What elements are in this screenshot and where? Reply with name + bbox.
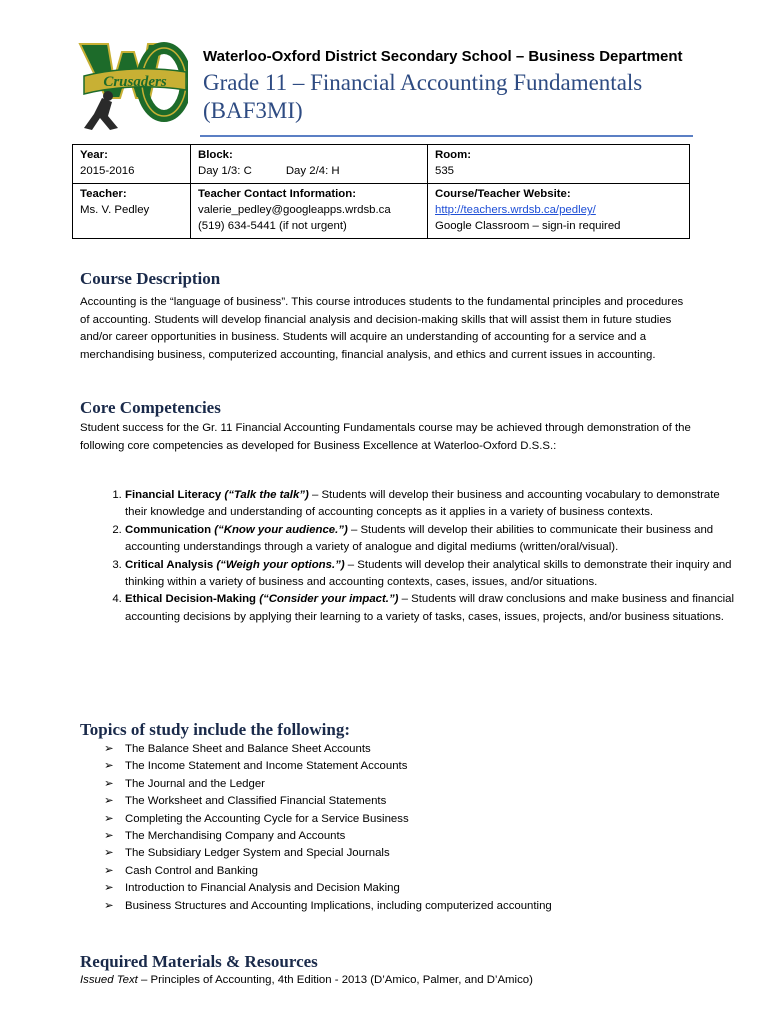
topics-heading: Topics of study include the following:	[80, 720, 350, 739]
year-cell	[73, 145, 191, 184]
competency-name: Critical Analysis	[125, 558, 214, 571]
competency-motto: (“Talk the talk”)	[224, 489, 309, 501]
competency-motto: (“Know your audience.”)	[214, 523, 348, 536]
svg-text:Crusaders: Crusaders	[103, 74, 167, 90]
block-day2: Day 2/4: H	[285, 165, 340, 177]
arrow-bullet-icon: ➢	[104, 812, 114, 825]
competency-item	[125, 557, 735, 592]
course-info-table	[72, 144, 690, 239]
website-label: Course/Teacher Website:	[435, 188, 571, 200]
classroom-note: Google Classroom – sign-in required	[435, 220, 621, 232]
contact-cell	[191, 184, 428, 239]
competency-text: – Students will develop their abilities to communicate their business and accounting understandings through a variety of analogue and digital mediums (written/oral/visual).	[125, 523, 714, 554]
course-title: Grade 11 – Financial Accounting Fundamentals (BAF3MI)	[203, 70, 643, 123]
contact-label: Teacher Contact Information:	[198, 188, 357, 200]
materials-heading: Required Materials & Resources	[80, 952, 318, 971]
teacher-label: Teacher:	[80, 188, 127, 200]
competency-name: Financial Literacy	[125, 489, 222, 501]
course-description-heading: Course Description	[80, 269, 221, 288]
competencies-list	[80, 487, 735, 626]
arrow-bullet-icon: ➢	[104, 882, 114, 895]
arrow-bullet-icon: ➢	[104, 830, 114, 843]
competency-text: – Students will draw conclusions and make business and financial accounting decisions by applying their learning to a variety of tasks, cases, issues, projects, and/or business situations.	[125, 593, 735, 623]
info-row-1	[73, 145, 690, 184]
info-row-2	[73, 184, 690, 239]
topic-item: ➢ Completing the Accounting Cycle for a Service Business	[104, 811, 684, 828]
contact-phone: (519) 634-5441 (if not urgent)	[198, 220, 347, 232]
topic-item: ➢ The Income Statement and Income Statement Accounts	[104, 758, 684, 775]
topic-item: ➢ Introduction to Financial Analysis and Decision Making	[104, 880, 684, 897]
competency-name: Communication	[125, 523, 212, 536]
topic-item: ➢ The Merchandising Company and Accounts	[104, 828, 684, 845]
room-label: Room:	[435, 149, 472, 161]
block-value	[198, 163, 420, 179]
room-value: 535	[435, 165, 455, 177]
website-cell	[428, 184, 690, 239]
topic-item: ➢ The Journal and the Ledger	[104, 776, 684, 793]
room-cell	[428, 145, 690, 184]
arrow-bullet-icon: ➢	[104, 864, 114, 877]
core-competencies-intro: Student success for the Gr. 11 Financial Accounting Fundamentals course may be achieved through demonstration of the following core competencies as developed for Business Excellence at Waterloo-Oxford D.S.S.:	[80, 422, 691, 452]
competency-motto: (“Weigh your options.”)	[216, 558, 345, 571]
competency-text: – Students will develop their analytical skills to demonstrate their inquiry and thinking within a variety of business and accounting contexts, cases, issues, and/or situations.	[125, 558, 732, 589]
arrow-bullet-icon: ➢	[104, 795, 114, 808]
block-day1: Day 1/3: C	[198, 165, 252, 177]
competency-text: – Students will develop their business and accounting vocabulary to demonstrate their knowledge and understanding of accounting concepts as it applies in a variety of business contexts.	[125, 489, 720, 519]
block-cell	[191, 145, 428, 184]
topics-list	[104, 741, 684, 915]
arrow-bullet-icon: ➢	[104, 899, 114, 912]
title-divider	[200, 135, 693, 137]
competency-name: Ethical Decision-Making	[125, 593, 257, 606]
arrow-bullet-icon: ➢	[104, 743, 114, 755]
teacher-value: Ms. V. Pedley	[80, 204, 150, 216]
arrow-bullet-icon: ➢	[104, 847, 114, 860]
contact-email[interactable]: valerie_pedley@googleapps.wrdsb.ca	[198, 204, 391, 216]
logo-knight	[84, 98, 118, 130]
school-department-line: Waterloo-Oxford District Secondary School – Business Department	[203, 48, 683, 65]
year-value: 2015-2016	[80, 165, 135, 177]
year-label: Year:	[80, 149, 108, 161]
competency-item	[125, 487, 735, 522]
competency-item	[125, 522, 735, 557]
competency-motto: (“Consider your impact.”)	[259, 593, 399, 606]
arrow-bullet-icon: ➢	[104, 777, 114, 790]
topic-item: ➢ The Balance Sheet and Balance Sheet Accounts	[104, 741, 684, 758]
topic-item: ➢ Business Structures and Accounting Implications, including computerized accounting	[104, 898, 684, 915]
competency-item	[125, 591, 735, 626]
topic-item: ➢ Cash Control and Banking	[104, 863, 684, 880]
topic-item: ➢ The Worksheet and Classified Financial Statements	[104, 793, 684, 810]
issued-text-label: Issued Text	[80, 974, 138, 986]
arrow-bullet-icon: ➢	[104, 760, 114, 773]
teacher-cell	[73, 184, 191, 239]
topic-item: ➢ The Subsidiary Ledger System and Special Journals	[104, 845, 684, 862]
issued-text-value: – Principles of Accounting, 4th Edition - 2013 (D’Amico, Palmer, and D’Amico)	[137, 974, 533, 986]
issued-text-line	[80, 974, 533, 986]
school-logo	[78, 36, 188, 132]
website-link[interactable]: http://teachers.wrdsb.ca/pedley/	[435, 204, 596, 216]
block-label: Block:	[198, 149, 233, 161]
core-competencies-heading: Core Competencies	[80, 398, 221, 417]
course-description-text: Accounting is the “language of business”. This course introduces students to the fundamental principles and procedures of accounting. Students will develop financial analysis and decision-making skills that will assist them in future studies and/or career opportunities in business. Students will acquire an understanding of accounting for a service and a merchandising business, computerized accounting, financial analysis, and ethics and current issues in accounting.	[80, 296, 684, 361]
